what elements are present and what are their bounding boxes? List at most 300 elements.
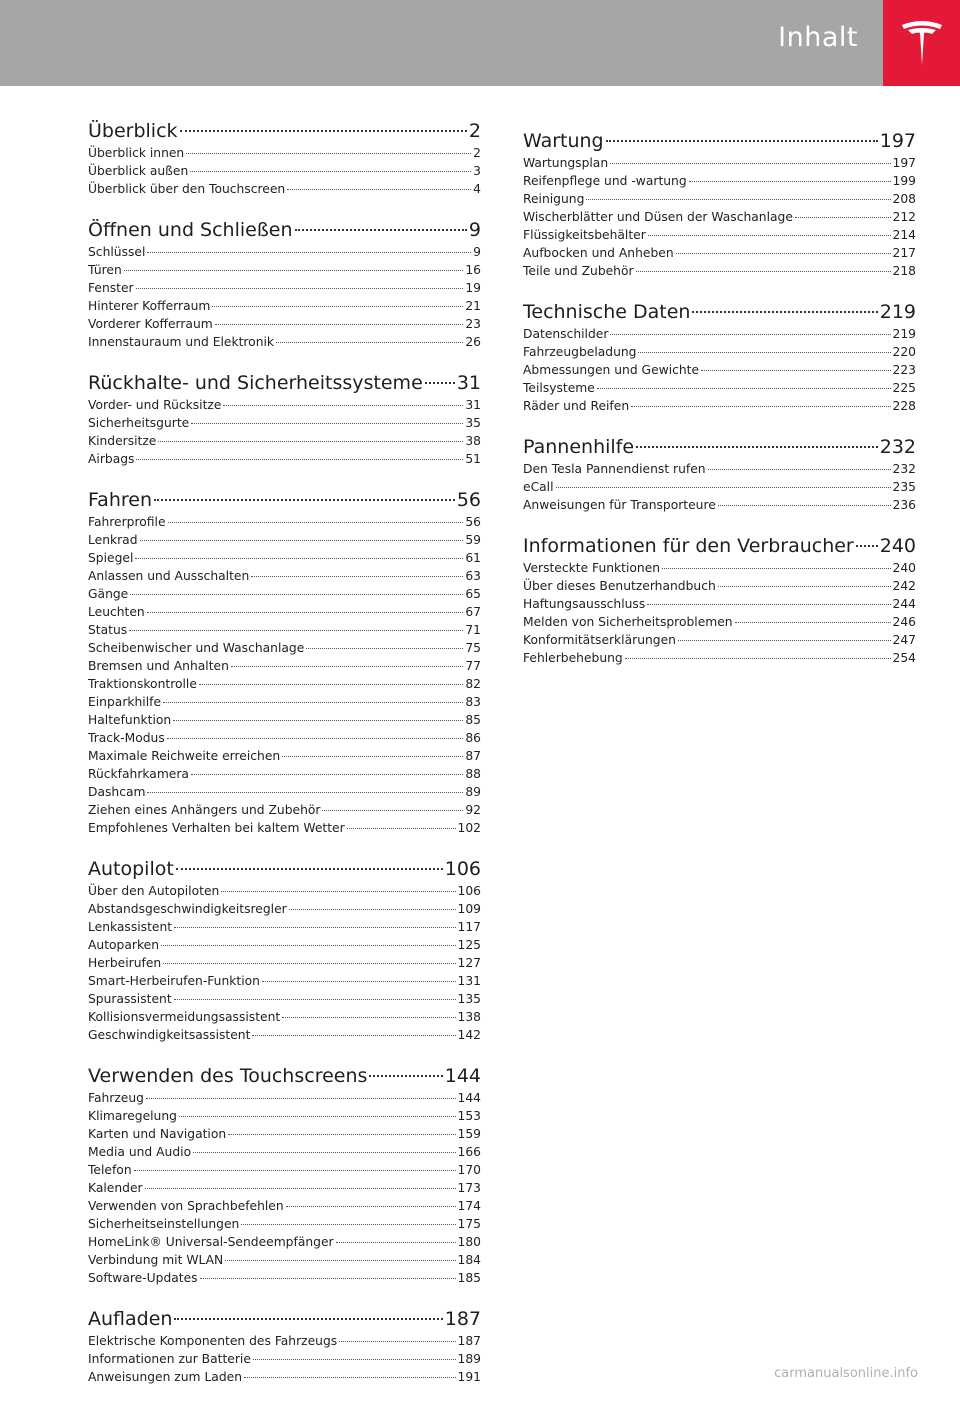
toc-section-title-label: Überblick (88, 120, 178, 142)
dot-leader (176, 868, 443, 870)
toc-entry-page: 89 (465, 785, 481, 799)
dot-leader (174, 999, 456, 1000)
toc-section-title[interactable] (88, 1063, 481, 1089)
toc-section-title-label: Pannenhilfe (523, 436, 635, 458)
toc-entry[interactable] (88, 711, 481, 729)
toc-entry-label: HomeLink® Universal-Sendeempfänger (88, 1235, 334, 1249)
toc-entry[interactable] (88, 261, 481, 279)
dot-leader (689, 181, 891, 182)
toc-entry[interactable] (88, 657, 481, 675)
toc-entry[interactable] (88, 639, 481, 657)
toc-section-title[interactable] (88, 1306, 481, 1332)
dot-leader (262, 981, 456, 982)
toc-entry-label: Airbags (88, 452, 135, 466)
toc-entry-page: 135 (457, 992, 481, 1006)
dot-leader (193, 1152, 455, 1153)
toc-entry-label: Media und Audio (88, 1145, 192, 1159)
dot-leader (610, 334, 890, 335)
toc-entry-label: Räder und Reifen (523, 399, 630, 413)
toc-entry[interactable] (88, 1125, 481, 1143)
toc-entry-label: Abstandsgeschwindigkeitsregler (88, 902, 287, 916)
toc-entry[interactable] (88, 918, 481, 936)
toc-entry-page: 19 (465, 281, 481, 295)
toc-entry-page: 2 (473, 146, 481, 160)
toc-entry-label: Hinterer Kofferraum (88, 299, 211, 313)
toc-entry[interactable] (88, 972, 481, 990)
toc-entry[interactable] (523, 190, 916, 208)
toc-entry-label: Status (88, 623, 128, 637)
toc-entry[interactable] (88, 1332, 481, 1350)
dot-leader (191, 423, 463, 424)
toc-entry-page: 185 (457, 1271, 481, 1285)
toc-entry[interactable] (523, 262, 916, 280)
toc-section-title-page: 240 (879, 535, 916, 557)
dot-leader (241, 1224, 455, 1225)
dot-leader (186, 153, 471, 154)
toc-entry-page: 35 (465, 416, 481, 430)
toc-entry[interactable] (523, 154, 916, 172)
toc-entry[interactable] (88, 585, 481, 603)
toc-entry[interactable] (88, 621, 481, 639)
dot-leader (147, 792, 463, 793)
toc-entry-page: 219 (892, 327, 916, 341)
toc-section-title-label: Rückhalte- und Sicherheitssysteme (88, 372, 423, 394)
toc-entry-label: Telefon (88, 1163, 132, 1177)
toc-entry[interactable] (88, 1197, 481, 1215)
dot-leader (179, 1116, 456, 1117)
toc-section-title-page: 56 (456, 489, 481, 511)
toc-entry-page: 214 (892, 228, 916, 242)
toc-entry[interactable] (88, 675, 481, 693)
dot-leader (282, 756, 463, 757)
dot-leader (586, 199, 890, 200)
toc-entry[interactable] (523, 613, 916, 631)
toc-entry-page: 61 (465, 551, 481, 565)
toc-entry-label: Empfohlenes Verhalten bei kaltem Wetter (88, 821, 345, 835)
toc-entry-label: Herbeirufen (88, 956, 162, 970)
toc-section-title-page: 197 (879, 130, 916, 152)
toc-entry[interactable] (88, 819, 481, 837)
toc-section-title-label: Wartung (523, 130, 604, 152)
toc-section (523, 128, 916, 280)
toc-section (88, 370, 481, 468)
toc-entry-label: Smart-Herbeirufen-Funktion (88, 974, 260, 988)
toc-entry-label: Fahrzeugbeladung (523, 345, 637, 359)
toc-entry-label: Autoparken (88, 938, 159, 952)
toc-entry[interactable] (523, 397, 916, 415)
toc-entry-label: Verwenden von Sprachbefehlen (88, 1199, 284, 1213)
toc-entry[interactable] (88, 243, 481, 261)
toc-entry-label: Fehlerbehebung (523, 651, 623, 665)
dot-leader (124, 270, 464, 271)
toc-section-title-page: 106 (444, 858, 481, 880)
dot-leader (146, 1098, 456, 1099)
toc-section-title-label: Technische Daten (523, 301, 691, 323)
toc-section (88, 856, 481, 1044)
toc-entry[interactable] (88, 1368, 481, 1386)
toc-section (88, 118, 481, 198)
toc-entry-label: Den Tesla Pannendienst rufen (523, 462, 706, 476)
toc-section (88, 217, 481, 351)
toc-entry-page: 187 (457, 1334, 481, 1348)
toc-entry[interactable] (523, 361, 916, 379)
dot-leader (676, 253, 891, 254)
toc-entry[interactable] (88, 432, 481, 450)
dot-leader (347, 828, 456, 829)
toc-section-title[interactable] (523, 128, 916, 154)
toc-entry-page: 127 (457, 956, 481, 970)
dot-leader (221, 891, 455, 892)
toc-section-title-page: 2 (468, 120, 481, 142)
dot-leader (856, 545, 878, 547)
dot-leader (200, 1278, 456, 1279)
toc-section-title[interactable] (88, 856, 481, 882)
toc-entry-label: Melden von Sicherheitsproblemen (523, 615, 733, 629)
toc-entry-page: 180 (457, 1235, 481, 1249)
toc-entry-page: 82 (465, 677, 481, 691)
toc-entry-page: 83 (465, 695, 481, 709)
toc-entry-page: 88 (465, 767, 481, 781)
dot-leader (282, 1017, 455, 1018)
toc-entry[interactable] (523, 379, 916, 397)
dot-leader (306, 648, 463, 649)
toc-entry-label: Leuchten (88, 605, 145, 619)
toc-section-title-label: Verwenden des Touchscreens (88, 1065, 368, 1087)
toc-entry[interactable] (88, 1008, 481, 1026)
toc-entry[interactable] (88, 549, 481, 567)
toc-entry[interactable] (88, 990, 481, 1008)
toc-entry-label: Einparkhilfe (88, 695, 162, 709)
toc-entry[interactable] (523, 478, 916, 496)
toc-entry[interactable] (523, 559, 916, 577)
dot-leader (287, 189, 471, 190)
toc-entry-page: 159 (457, 1127, 481, 1141)
dot-leader (289, 909, 456, 910)
dot-leader (610, 163, 890, 164)
toc-section-title[interactable] (88, 217, 481, 243)
toc-entry-page: 232 (892, 462, 916, 476)
toc-entry-page: 38 (465, 434, 481, 448)
dot-leader (168, 522, 464, 523)
toc-entry-label: Überblick außen (88, 164, 189, 178)
toc-entry-label: Wartungsplan (523, 156, 609, 170)
toc-entry-page: 208 (892, 192, 916, 206)
dot-leader (286, 1206, 456, 1207)
dot-leader (735, 622, 891, 623)
toc-entry-label: Spiegel (88, 551, 134, 565)
toc-section-title-page: 232 (879, 436, 916, 458)
toc-entry[interactable] (88, 900, 481, 918)
toc-entry-page: 166 (457, 1145, 481, 1159)
dot-leader (692, 311, 877, 313)
dot-leader (161, 945, 456, 946)
dot-leader (163, 702, 463, 703)
toc-entry[interactable] (88, 783, 481, 801)
dot-leader (336, 1242, 456, 1243)
dot-leader (180, 130, 467, 132)
dot-leader (276, 342, 463, 343)
toc-entry[interactable] (523, 595, 916, 613)
toc-entry[interactable] (523, 496, 916, 514)
toc-entry-label: Maximale Reichweite erreichen (88, 749, 281, 763)
toc-entry[interactable] (523, 208, 916, 226)
dot-leader (129, 630, 463, 631)
dot-leader (191, 774, 463, 775)
toc-entry[interactable] (88, 1161, 481, 1179)
toc-entry[interactable] (88, 801, 481, 819)
toc-entry-page: 71 (465, 623, 481, 637)
toc-section-title[interactable] (88, 487, 481, 513)
toc-entry-label: Reinigung (523, 192, 585, 206)
toc-entry[interactable] (88, 882, 481, 900)
toc-entry-page: 212 (892, 210, 916, 224)
toc-entry-label: Anlassen und Ausschalten (88, 569, 250, 583)
dot-leader (708, 469, 891, 470)
toc-entry-label: Kindersitze (88, 434, 157, 448)
toc-entry-page: 225 (892, 381, 916, 395)
toc-entry[interactable] (88, 531, 481, 549)
toc-section-title-label: Informationen für den Verbraucher (523, 535, 854, 557)
toc-entry[interactable] (88, 333, 481, 351)
toc-entry-label: Kalender (88, 1181, 143, 1195)
toc-entry-label: Elektrische Komponenten des Fahrzeugs (88, 1334, 338, 1348)
toc-section-title[interactable] (523, 299, 916, 325)
toc-entry-label: Fenster (88, 281, 134, 295)
toc-section (523, 533, 916, 667)
dot-leader (369, 1075, 442, 1077)
dot-leader (174, 1318, 442, 1320)
toc-entry[interactable] (88, 1269, 481, 1287)
toc-entry-label: Ziehen eines Anhängers und Zubehör (88, 803, 321, 817)
toc-entry[interactable] (88, 747, 481, 765)
toc-entry-page: 51 (465, 452, 481, 466)
toc-entry-page: 244 (892, 597, 916, 611)
dot-leader (225, 1260, 455, 1261)
toc-entry[interactable] (88, 693, 481, 711)
toc-entry-label: Überblick innen (88, 146, 185, 160)
toc-section-title-page: 9 (468, 219, 481, 241)
toc-entry-page: 9 (473, 245, 481, 259)
toc-entry-label: Datenschilder (523, 327, 609, 341)
toc-entry[interactable] (523, 343, 916, 361)
toc-entry[interactable] (523, 244, 916, 262)
toc-entry[interactable] (523, 460, 916, 478)
dot-leader (295, 229, 467, 231)
toc-entry-page: 175 (457, 1217, 481, 1231)
toc-section-title[interactable] (523, 434, 916, 460)
toc-entry[interactable] (88, 1089, 481, 1107)
toc-entry-page: 240 (892, 561, 916, 575)
toc-entry[interactable] (88, 144, 481, 162)
dot-leader (636, 446, 878, 448)
toc-entry[interactable] (523, 226, 916, 244)
toc-entry[interactable] (88, 1026, 481, 1044)
toc-entry-label: Überblick über den Touchscreen (88, 182, 286, 196)
dot-leader (163, 963, 455, 964)
toc-entry-label: Teile und Zubehör (523, 264, 634, 278)
toc-entry-label: Lenkrad (88, 533, 138, 547)
toc-entry-page: 16 (465, 263, 481, 277)
toc-entry[interactable] (88, 396, 481, 414)
toc-entry-label: Über dieses Benutzerhandbuch (523, 579, 716, 593)
toc-entry-page: 170 (457, 1163, 481, 1177)
toc-entry[interactable] (88, 450, 481, 468)
toc-entry-label: Schlüssel (88, 245, 146, 259)
dot-leader (339, 1341, 455, 1342)
header-band (0, 0, 883, 86)
toc-entry-label: Versteckte Funktionen (523, 561, 661, 575)
dot-leader (173, 720, 463, 721)
toc-section (88, 487, 481, 837)
toc-entry-page: 184 (457, 1253, 481, 1267)
dot-leader (136, 288, 464, 289)
dot-leader (636, 271, 891, 272)
toc-section (88, 1306, 481, 1386)
toc-section-title-page: 219 (879, 301, 916, 323)
toc-entry-label: Vorder- und Rücksitze (88, 398, 222, 412)
toc-entry[interactable] (88, 180, 481, 198)
toc-entry-label: Sicherheitseinstellungen (88, 1217, 240, 1231)
toc-section-title[interactable] (523, 533, 916, 559)
toc-entry-label: Verbindung mit WLAN (88, 1253, 224, 1267)
toc-entry[interactable] (523, 325, 916, 343)
toc-entry-page: 65 (465, 587, 481, 601)
toc-entry[interactable] (88, 603, 481, 621)
toc-entry[interactable] (88, 1215, 481, 1233)
toc-entry-page: 125 (457, 938, 481, 952)
toc-entry-page: 254 (892, 651, 916, 665)
toc-section-title-label: Aufladen (88, 1308, 173, 1330)
toc-entry-label: Haltefunktion (88, 713, 172, 727)
toc-entry-label: Sicherheitsgurte (88, 416, 190, 430)
toc-section-title-page: 187 (444, 1308, 481, 1330)
toc-entry-label: Abmessungen und Gewichte (523, 363, 700, 377)
toc-entry[interactable] (523, 649, 916, 667)
toc-entry-page: 217 (892, 246, 916, 260)
toc-entry[interactable] (88, 936, 481, 954)
toc-entry-page: 197 (892, 156, 916, 170)
toc-entry-page: 4 (473, 182, 481, 196)
toc-section-title[interactable] (88, 370, 481, 396)
toc-entry-label: Scheibenwischer und Waschanlage (88, 641, 305, 655)
toc-entry-page: 109 (457, 902, 481, 916)
toc-section-title-page: 31 (456, 372, 481, 394)
toc-entry-label: Rückfahrkamera (88, 767, 189, 781)
toc-entry[interactable] (88, 567, 481, 585)
toc-entry-page: 92 (465, 803, 481, 817)
toc-entry-page: 223 (892, 363, 916, 377)
dot-leader (638, 352, 890, 353)
toc-entry-page: 77 (465, 659, 481, 673)
toc-entry-page: 142 (457, 1028, 481, 1042)
toc-entry-page: 117 (457, 920, 481, 934)
toc-entry-page: 31 (465, 398, 481, 412)
toc-entry-label: Fahrerprofile (88, 515, 166, 529)
toc-entry[interactable] (88, 315, 481, 333)
toc-entry[interactable] (523, 631, 916, 649)
toc-entry-label: Traktionskontrolle (88, 677, 197, 691)
toc-entry[interactable] (88, 1179, 481, 1197)
dot-leader (147, 252, 471, 253)
toc-entry-page: 102 (457, 821, 481, 835)
toc-entry-page: 228 (892, 399, 916, 413)
dot-leader (252, 1035, 455, 1036)
toc-entry-label: Über den Autopiloten (88, 884, 220, 898)
toc-entry-page: 59 (465, 533, 481, 547)
toc-entry-label: Dashcam (88, 785, 146, 799)
toc-entry[interactable] (88, 729, 481, 747)
page-title: Inhalt (778, 22, 858, 53)
toc-section-title-label: Fahren (88, 489, 152, 511)
toc-entry-page: 218 (892, 264, 916, 278)
toc-entry-label: Spurassistent (88, 992, 172, 1006)
toc-entry-page: 138 (457, 1010, 481, 1024)
toc-entry-label: Software-Updates (88, 1271, 198, 1285)
dot-leader (167, 738, 464, 739)
toc-entry[interactable] (88, 1350, 481, 1368)
toc-entry[interactable] (88, 954, 481, 972)
toc-entry-label: Klimaregelung (88, 1109, 177, 1123)
dot-leader (244, 1377, 456, 1378)
toc-entry[interactable] (88, 414, 481, 432)
toc-entry[interactable] (88, 279, 481, 297)
toc-entry-page: 247 (892, 633, 916, 647)
toc-entry[interactable] (523, 172, 916, 190)
toc-entry-page: 21 (465, 299, 481, 313)
toc-entry[interactable] (88, 1233, 481, 1251)
toc-section-title-label: Autopilot (88, 858, 174, 880)
dot-leader (212, 306, 463, 307)
toc-entry-page: 173 (457, 1181, 481, 1195)
toc-entry-page: 220 (892, 345, 916, 359)
toc-entry-page: 3 (473, 164, 481, 178)
toc-entry[interactable] (88, 1107, 481, 1125)
toc-entry[interactable] (88, 513, 481, 531)
dot-leader (631, 406, 890, 407)
toc-entry-page: 144 (457, 1091, 481, 1105)
toc-entry-page: 67 (465, 605, 481, 619)
toc-section (523, 434, 916, 514)
toc-section-title-page: 144 (444, 1065, 481, 1087)
watermark: carmanualsonline.info (774, 1366, 918, 1381)
toc-entry[interactable] (88, 297, 481, 315)
toc-entry-label: Teilsysteme (523, 381, 595, 395)
toc-entry[interactable] (88, 162, 481, 180)
toc-entry[interactable] (88, 765, 481, 783)
dot-leader (795, 217, 891, 218)
dot-leader (662, 568, 890, 569)
toc-entry-label: Informationen zur Batterie (88, 1352, 251, 1366)
dot-leader (701, 370, 890, 371)
toc-section-title[interactable] (88, 118, 481, 144)
toc-entry[interactable] (523, 577, 916, 595)
toc-entry-page: 174 (457, 1199, 481, 1213)
toc-entry-label: Anweisungen für Transporteure (523, 498, 716, 512)
dot-leader (190, 171, 471, 172)
toc-entry-label: Flüssigkeitsbehälter (523, 228, 646, 242)
dot-leader (678, 640, 891, 641)
toc-entry[interactable] (88, 1143, 481, 1161)
dot-leader (130, 594, 463, 595)
toc-entry-page: 26 (465, 335, 481, 349)
toc-entry[interactable] (88, 1251, 481, 1269)
toc-entry-label: Reifenpflege und -wartung (523, 174, 687, 188)
dot-leader (223, 405, 463, 406)
toc-entry-label: Gänge (88, 587, 129, 601)
toc-entry-label: Aufbocken und Anheben (523, 246, 674, 260)
toc-entry-page: 85 (465, 713, 481, 727)
dot-leader (154, 499, 455, 501)
